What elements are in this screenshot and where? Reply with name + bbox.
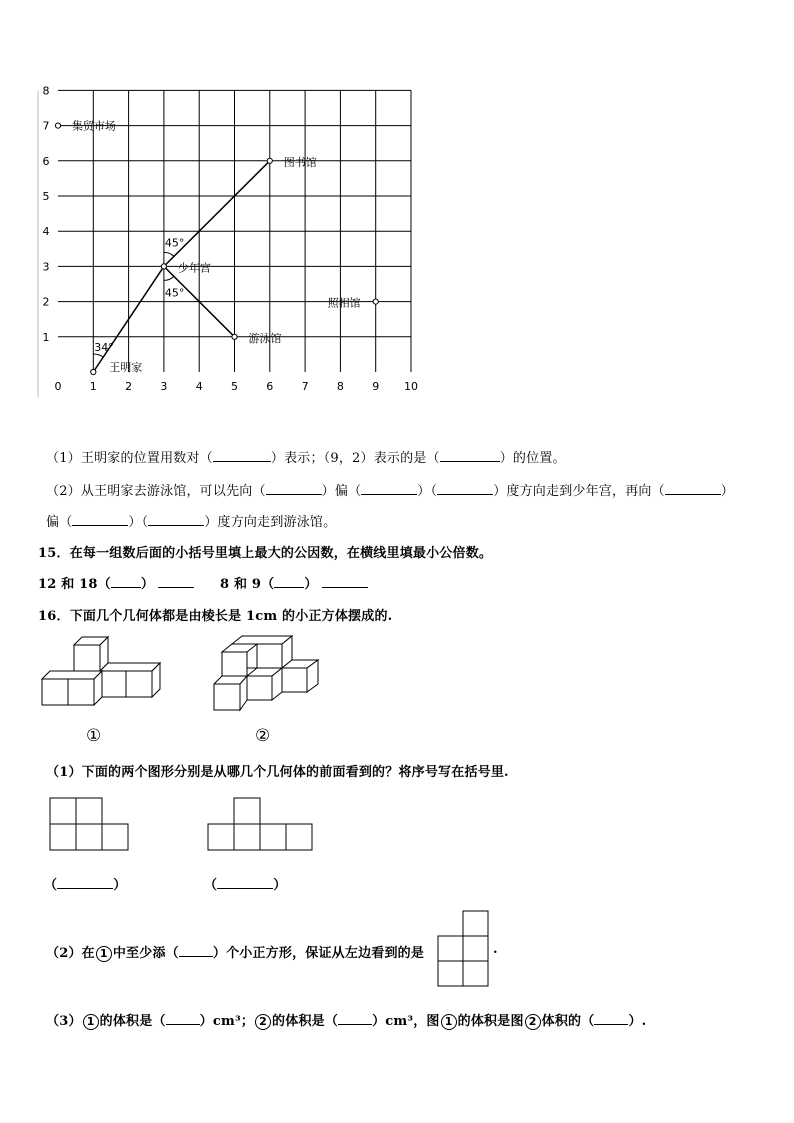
answer-blank[interactable] — [148, 513, 204, 526]
lcm-blank[interactable] — [158, 575, 194, 588]
answer-blank[interactable] — [594, 1012, 628, 1025]
q14-p1-text-a: （1）王明家的位置用数对（ — [46, 451, 213, 466]
q16-part2 — [46, 942, 424, 962]
answer-paren-a — [44, 874, 126, 893]
answer-blank[interactable] — [338, 1012, 372, 1025]
place-label: 照相馆 — [327, 296, 361, 310]
q14-p2-text-a: （2）从王明家去游泳馆，可以先向（ — [46, 484, 266, 499]
answer-blank[interactable] — [217, 876, 273, 889]
cube-face — [74, 645, 100, 671]
place-label: 游泳馆 — [248, 331, 282, 345]
y-tick-label: 6 — [42, 154, 50, 168]
place-marker — [55, 123, 60, 128]
gcf-blank[interactable] — [111, 575, 141, 588]
q15-pair-b — [220, 573, 368, 592]
x-tick-label: 1 — [89, 380, 97, 393]
q15-b-close: ） — [304, 577, 318, 592]
y-tick-label: 2 — [42, 295, 50, 309]
answer-blank[interactable] — [57, 876, 113, 889]
q14-p2-text-f: 偏（ — [46, 515, 73, 530]
place-marker — [267, 158, 272, 163]
x-tick-label: 9 — [372, 380, 380, 393]
q16-p3-text-g: 体积的（ — [541, 1014, 595, 1029]
answer-blank[interactable] — [440, 449, 500, 462]
paren-close: ） — [273, 878, 287, 893]
angle-arc — [93, 354, 103, 357]
answer-blank[interactable] — [266, 482, 322, 495]
answer-blank[interactable] — [179, 944, 213, 957]
circled-number-1: 1 — [83, 1014, 99, 1030]
answer-blank[interactable] — [72, 513, 128, 526]
place-label: 图书馆 — [283, 155, 317, 169]
gcf-blank[interactable] — [274, 575, 304, 588]
q15-b-text: 8 和 9（ — [220, 577, 275, 592]
place-label: 少年宫 — [177, 261, 211, 275]
place-label: 王明家 — [109, 361, 143, 374]
angle-label: 45° — [164, 286, 185, 300]
q16-p3-text-e: ）cm³，图 — [372, 1014, 440, 1029]
q16-p3-text-a: （3） — [46, 1014, 82, 1029]
x-tick-label: 3 — [160, 380, 168, 393]
place-label: 集贸市场 — [72, 119, 116, 133]
solid-2-figure — [208, 630, 328, 720]
q14-p1-text-b: ）表示；（9，2）表示的是（ — [270, 451, 440, 466]
y-tick-label: 5 — [42, 190, 50, 203]
route-line — [164, 161, 270, 267]
place-marker — [91, 369, 96, 374]
q14-part1 — [46, 447, 566, 466]
answer-blank[interactable] — [665, 482, 721, 495]
q16-p3-text-h: ）. — [628, 1014, 647, 1029]
answer-paren-b — [204, 874, 286, 893]
answer-blank[interactable] — [437, 482, 493, 495]
coordinate-grid-map — [0, 0, 794, 420]
q14-p2-text-d: ）度方向走到少年宫，再向（ — [493, 484, 665, 499]
circled-number-1: 1 — [96, 946, 112, 962]
q16-p2-period: . — [493, 942, 498, 957]
front-view-a — [49, 797, 131, 853]
left-view-figure — [437, 910, 491, 990]
q14-p2-text-b: ）偏（ — [321, 484, 362, 499]
q14-p2-text-g: ）（ — [128, 515, 149, 530]
front-view-b — [207, 797, 313, 853]
answer-blank[interactable] — [361, 482, 417, 495]
q14-p2-text-e: ） — [720, 484, 734, 499]
angle-label: 34° — [94, 341, 114, 354]
q16-p3-text-f: 的体积是图 — [457, 1014, 524, 1029]
y-tick-label: 1 — [42, 330, 50, 344]
y-tick-label: 4 — [42, 225, 50, 239]
q16-p3-text-c: ）cm³； — [199, 1014, 255, 1029]
angle-arc — [164, 252, 174, 256]
place-marker — [373, 299, 378, 304]
x-tick-label: 7 — [301, 380, 309, 393]
place-markers — [55, 119, 378, 375]
y-tick-label: 3 — [42, 260, 50, 274]
place-marker — [232, 334, 237, 339]
q16-p2-text-b: 中至少添（ — [112, 946, 179, 961]
q16-part1: （1）下面的两个图形分别是从哪几个几何体的前面看到的？将序号写在括号里. — [46, 765, 509, 780]
x-tick-label: 6 — [266, 380, 274, 393]
answer-blank[interactable] — [213, 449, 271, 462]
q16-part3 — [46, 1010, 646, 1030]
lcm-blank[interactable] — [322, 575, 368, 588]
circled-number-2: 2 — [255, 1014, 271, 1030]
q14-p1-text-c: ）的位置。 — [499, 451, 566, 466]
circled-number-1: 1 — [441, 1014, 457, 1030]
x-tick-label: 2 — [125, 380, 133, 393]
angle-arc — [164, 276, 174, 280]
q15-a-close: ） — [140, 577, 155, 592]
x-tick-label: 4 — [195, 380, 203, 393]
q16-p2-text-a: （2）在 — [46, 946, 95, 961]
q15-pair-a — [38, 573, 194, 592]
q14-part2-line2 — [46, 511, 336, 530]
solid-1-figure — [38, 633, 168, 713]
y-tick-label: 7 — [42, 119, 50, 133]
q15-a-text: 12 和 18（ — [38, 577, 111, 592]
q14-part2-line1 — [46, 480, 734, 499]
angle-marks — [93, 236, 184, 357]
q16-title: 16．下面几个几何体都是由棱长是 1cm 的小正方体摆成的. — [38, 609, 393, 624]
x-tick-label: 10 — [404, 380, 418, 393]
q15-title: 15．在每一组数后面的小括号里填上最大的公因数，在横线里填最小公倍数。 — [38, 546, 493, 561]
place-marker — [161, 264, 166, 269]
solid-1-label: ① — [86, 726, 102, 746]
q14-p2-text-c: ）（ — [417, 484, 438, 499]
q16-p2-text-c: ）个小正方形，保证从左边看到的是 — [212, 946, 425, 961]
angle-label: 45° — [164, 236, 185, 250]
paren-open: （ — [44, 878, 58, 893]
x-tick-label: 8 — [336, 380, 344, 393]
answer-blank[interactable] — [166, 1012, 200, 1025]
x-tick-label: 5 — [231, 380, 238, 393]
solid-2-label: ② — [255, 726, 271, 746]
q16-p3-text-d: 的体积是（ — [272, 1014, 339, 1029]
paren-close: ） — [113, 878, 127, 893]
q16-p3-text-b: 的体积是（ — [99, 1014, 166, 1029]
q14-p2-text-h: ）度方向走到游泳馆。 — [204, 515, 337, 530]
x-tick-label: 0 — [54, 380, 62, 393]
circled-number-2: 2 — [525, 1014, 541, 1030]
paren-open: （ — [204, 878, 218, 893]
y-tick-label: 8 — [42, 84, 50, 98]
